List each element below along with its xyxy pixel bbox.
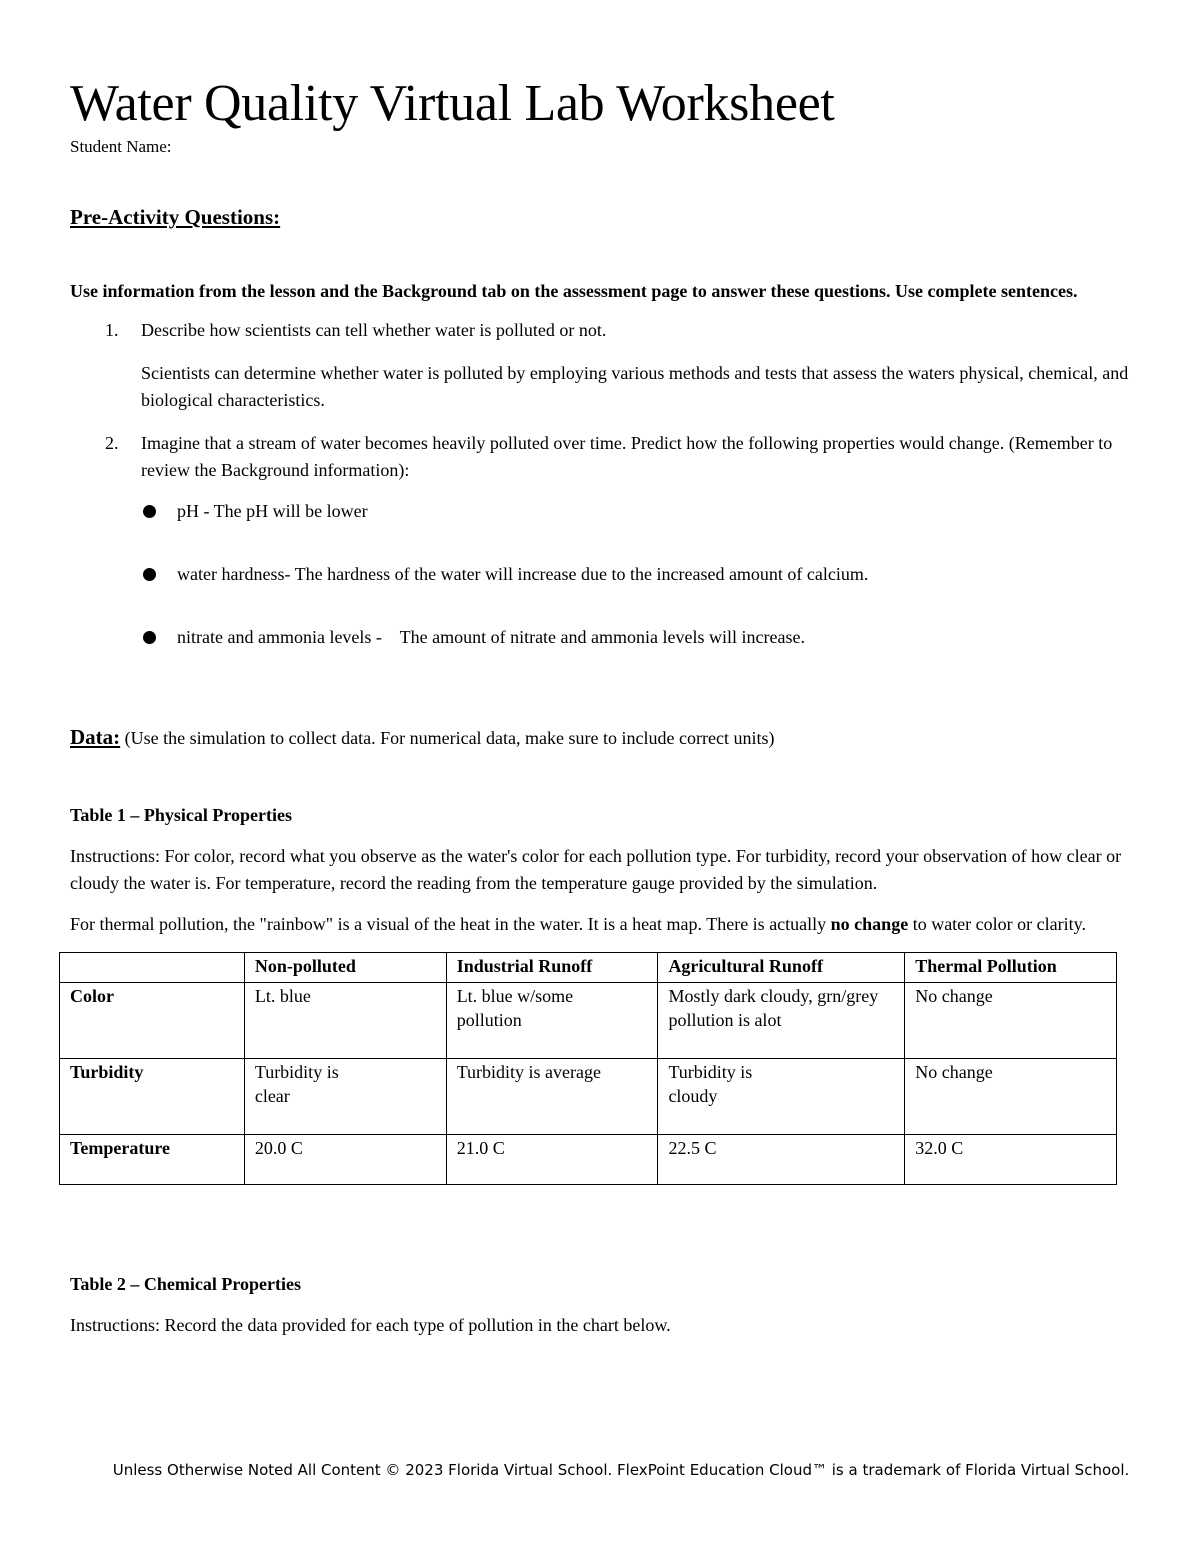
thermal-note-before: For thermal pollution, the "rainbow" is a visual of the heat in the water. It is a heat map. There is actually <box>70 914 831 934</box>
bullet-dot-icon <box>143 631 156 644</box>
table-cell: 20.0 C <box>244 1135 446 1185</box>
bullet-item <box>141 561 1130 624</box>
data-section <box>70 725 1130 752</box>
table2-instructions: Instructions: Record the data provided for each type of pollution in the chart below. <box>70 1315 671 1335</box>
table-cell: 22.5 C <box>658 1135 905 1185</box>
question-text: Imagine that a stream of water becomes heavily polluted over time. Predict how the following properties would change. (Remember to review the Background information): <box>141 433 1113 480</box>
table-cell: Turbidity is cloudy <box>658 1059 905 1135</box>
table-header-cell: Non-polluted <box>244 953 446 983</box>
thermal-note <box>70 911 1125 938</box>
table-cell: Turbidity is average <box>446 1059 658 1135</box>
question-2 <box>70 430 1130 687</box>
bullet-text: nitrate and ammonia levels - The amount of nitrate and ammonia levels will increase. <box>177 627 805 647</box>
bullet-item <box>141 498 1130 561</box>
table-header-cell: Agricultural Runoff <box>658 953 905 983</box>
bullet-dot-icon <box>143 505 156 518</box>
table-cell: No change <box>905 1059 1117 1135</box>
pre-activity-instructions: Use information from the lesson and the Background tab on the assessment page to answer these questions. Use complete sentences. <box>70 281 1078 301</box>
table-cell: Lt. blue w/some pollution <box>446 983 658 1059</box>
table-header-cell: Thermal Pollution <box>905 953 1117 983</box>
question-list <box>70 317 1130 687</box>
row-label: Temperature <box>60 1135 245 1185</box>
thermal-note-bold: no change <box>830 914 909 934</box>
physical-properties-table <box>59 952 1117 1185</box>
data-label: Data: <box>70 725 121 749</box>
question-1 <box>70 317 1130 414</box>
table1-instructions: Instructions: For color, record what you observe as the water's color for each pollution type. For turbidity, record your observation of how clear or cloudy the water is. For temperature, record the reading from the temperature gauge provided by the simulation. <box>70 846 1122 893</box>
data-note: (Use the simulation to collect data. For numerical data, make sure to include correct units) <box>120 728 775 748</box>
table-cell: No change <box>905 983 1117 1059</box>
bullet-item <box>141 624 1130 687</box>
table-row <box>60 983 1117 1059</box>
row-label: Turbidity <box>60 1059 245 1135</box>
table-row <box>60 1059 1117 1135</box>
thermal-note-after: to water color or clarity. <box>908 914 1086 934</box>
table-header-cell <box>60 953 245 983</box>
table-cell: 32.0 C <box>905 1135 1117 1185</box>
table-header-row <box>60 953 1117 983</box>
bullet-text: pH - The pH will be lower <box>177 501 368 521</box>
question-answer: Scientists can determine whether water is polluted by employing various methods and tests that assess the waters physical, chemical, and biological characteristics. <box>141 363 1129 410</box>
table1-title: Table 1 – Physical Properties <box>70 805 292 825</box>
student-name-label: Student Name: <box>70 137 172 156</box>
table2-title: Table 2 – Chemical Properties <box>70 1274 301 1294</box>
question-number: 1. <box>105 320 119 340</box>
footer-copyright: Unless Otherwise Noted All Content © 2023 Florida Virtual School. FlexPoint Education Cloud™ is a trademark of Florida Virtual School. <box>112 1461 1130 1479</box>
table-cell: Mostly dark cloudy, grn/grey pollution is alot <box>658 983 905 1059</box>
row-label: Color <box>60 983 245 1059</box>
pre-activity-heading: Pre-Activity Questions: <box>70 205 281 229</box>
table-header-cell: Industrial Runoff <box>446 953 658 983</box>
bullet-dot-icon <box>143 568 156 581</box>
question-number: 2. <box>105 433 119 453</box>
table-cell: 21.0 C <box>446 1135 658 1185</box>
table-cell: Turbidity is clear <box>244 1059 446 1135</box>
table-row <box>60 1135 1117 1185</box>
property-bullets <box>141 498 1130 687</box>
page-title: Water Quality Virtual Lab Worksheet <box>70 75 835 132</box>
table-cell: Lt. blue <box>244 983 446 1059</box>
question-text: Describe how scientists can tell whether water is polluted or not. <box>141 320 607 340</box>
worksheet-page <box>70 72 1130 1339</box>
bullet-text: water hardness- The hardness of the water will increase due to the increased amount of calcium. <box>177 564 869 584</box>
